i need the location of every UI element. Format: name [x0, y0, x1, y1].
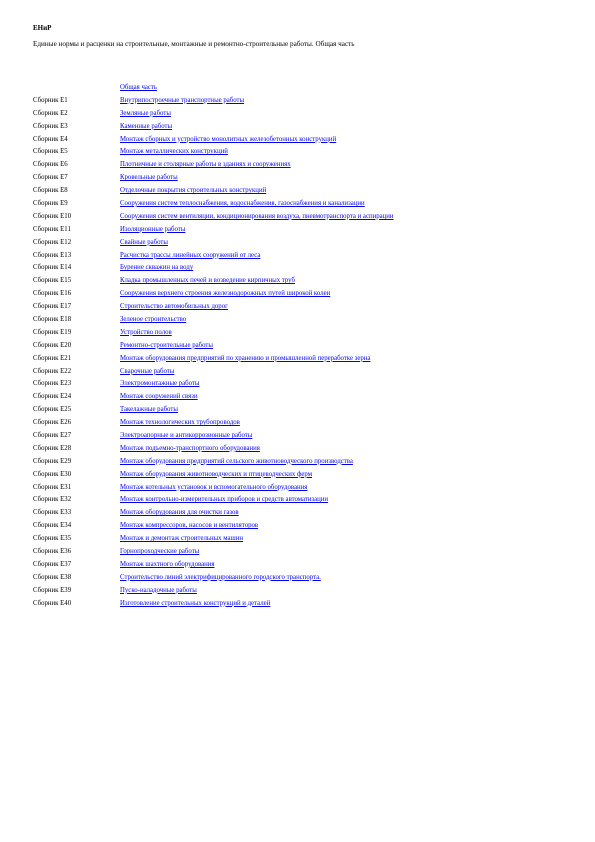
collection-title-link[interactable]: Монтаж шахтного оборудования — [120, 560, 215, 568]
collection-title-link[interactable]: Электромонтажные работы — [120, 380, 200, 388]
collection-title-link[interactable]: Монтаж и демонтаж строительных машин — [120, 535, 244, 543]
toc-row — [33, 416, 573, 429]
table-of-contents — [33, 81, 573, 610]
collection-title-link[interactable]: Устройство полов — [120, 328, 172, 336]
collection-code: Сборник Е2 — [33, 109, 68, 117]
collection-code: Сборник Е3 — [33, 122, 68, 130]
document-heading: Единые нормы и расценки на строительные, монтажные и ремонтно-строительные работы. Общая часть — [33, 40, 355, 48]
toc-row — [33, 468, 573, 481]
collection-code: Сборник Е25 — [33, 406, 72, 414]
collection-code: Сборник Е24 — [33, 393, 72, 401]
document-code: ЕНиР — [33, 24, 52, 32]
collection-title-link[interactable]: Монтаж сооружений связи — [120, 393, 198, 401]
collection-title-link[interactable]: Монтаж металлических конструкций — [120, 148, 228, 156]
toc-row-general — [33, 81, 573, 94]
collection-code: Сборник Е14 — [33, 264, 72, 272]
collection-title-link[interactable]: Строительство автомобильных дорог — [120, 303, 228, 311]
toc-row — [33, 94, 573, 107]
collection-code: Сборник Е19 — [33, 328, 72, 336]
collection-code: Сборник Е33 — [33, 509, 72, 517]
toc-row — [33, 300, 573, 313]
collection-title-link[interactable]: Монтаж оборудования предприятий по хранению и промышленной переработке зерна — [120, 354, 371, 362]
collection-code: Сборник Е37 — [33, 560, 72, 568]
toc-row — [33, 339, 573, 352]
toc-row — [33, 326, 573, 339]
general-part-link[interactable]: Общая часть — [120, 83, 157, 91]
collection-title-link[interactable]: Монтаж оборудования для очистки газов — [120, 509, 239, 517]
collection-code: Сборник Е18 — [33, 315, 72, 323]
collection-code: Сборник Е30 — [33, 470, 72, 478]
collection-title-link[interactable]: Земляные работы — [120, 109, 171, 117]
collection-code: Сборник Е20 — [33, 341, 72, 349]
collection-code: Сборник Е10 — [33, 212, 72, 220]
collection-code: Сборник Е9 — [33, 199, 68, 207]
collection-title-link[interactable]: Сооружения систем теплоснабжения, водоснабжения, газоснабжения и канализации — [120, 199, 365, 207]
collection-title-link[interactable]: Внутрипостроечные транспортные работы — [120, 96, 245, 104]
collection-code: Сборник Е17 — [33, 303, 72, 311]
toc-row — [33, 236, 573, 249]
toc-row — [33, 545, 573, 558]
collection-code: Сборник Е1 — [33, 96, 68, 104]
collection-title-link[interactable]: Такелажные работы — [120, 406, 178, 414]
collection-code: Сборник Е23 — [33, 380, 72, 388]
collection-code: Сборник Е13 — [33, 251, 72, 259]
collection-code: Сборник Е8 — [33, 187, 68, 195]
collection-code: Сборник Е26 — [33, 419, 72, 427]
collection-title-link[interactable]: Монтаж компрессоров, насосов и вентиляторов — [120, 522, 259, 530]
collection-title-link[interactable]: Изоляционные работы — [120, 225, 186, 233]
collection-title-link[interactable]: Бурение скважин на воду — [120, 264, 194, 272]
toc-row — [33, 107, 573, 120]
toc-row — [33, 377, 573, 390]
collection-code: Сборник Е21 — [33, 354, 72, 362]
toc-row — [33, 274, 573, 287]
toc-row — [33, 365, 573, 378]
collection-code: Сборник Е39 — [33, 586, 72, 594]
collection-code: Сборник Е31 — [33, 483, 72, 491]
toc-row — [33, 519, 573, 532]
collection-title-link[interactable]: Монтаж оборудования предприятий сельского животноводческого производства — [120, 457, 353, 465]
toc-row — [33, 506, 573, 519]
toc-row — [33, 158, 573, 171]
toc-row — [33, 210, 573, 223]
collection-code: Сборник Е38 — [33, 573, 72, 581]
collection-title-link[interactable]: Ремонтно-строительные работы — [120, 341, 213, 349]
collection-title-link[interactable]: Монтаж котельных установок и вспомогательного оборудования — [120, 483, 308, 491]
collection-title-link[interactable]: Монтаж подъемно-транспортного оборудования — [120, 444, 260, 452]
collection-title-link[interactable]: Строительство линий электрифицированного городского транспорта. — [120, 573, 321, 581]
collection-code: Сборник Е29 — [33, 457, 72, 465]
collection-title-link[interactable]: Свайные работы — [120, 238, 168, 246]
toc-row — [33, 597, 573, 610]
collection-code: Сборник Е27 — [33, 431, 72, 439]
collection-code: Сборник Е28 — [33, 444, 72, 452]
collection-code: Сборник Е16 — [33, 290, 72, 298]
toc-row — [33, 133, 573, 146]
collection-title-link[interactable]: Сварочные работы — [120, 367, 175, 375]
toc-row — [33, 171, 573, 184]
toc-row — [33, 558, 573, 571]
toc-list — [33, 94, 573, 610]
toc-row — [33, 532, 573, 545]
toc-row — [33, 429, 573, 442]
collection-code: Сборник Е4 — [33, 135, 68, 143]
collection-title-link[interactable]: Пуско-наладочные работы — [120, 586, 197, 594]
collection-code: Сборник Е15 — [33, 277, 72, 285]
collection-title-link[interactable]: Горнопроходческие работы — [120, 548, 200, 555]
collection-code: Сборник Е5 — [33, 148, 68, 156]
collection-title-link[interactable]: Отделочные покрытия строительных конструкций — [120, 187, 267, 195]
collection-code: Сборник Е40 — [33, 599, 72, 607]
toc-row — [33, 481, 573, 494]
collection-title-link[interactable]: Кладка промышленных печей и возведение кирпичных труб — [120, 277, 295, 285]
toc-row — [33, 403, 573, 416]
collection-code: Сборник Е34 — [33, 522, 72, 530]
toc-row — [33, 184, 573, 197]
collection-title-link[interactable]: Монтаж технологических трубопроводов — [120, 419, 240, 427]
collection-code: Сборник Е22 — [33, 367, 72, 375]
collection-title-link[interactable]: Каменные работы — [120, 122, 173, 130]
collection-title-link[interactable]: Сооружения систем вентиляции, кондиционирования воздуха, пневмотранспорта и аспирации — [120, 212, 394, 220]
toc-row — [33, 223, 573, 236]
collection-code: Сборник Е35 — [33, 535, 72, 543]
collection-title-link[interactable]: Монтаж контрольно-измерительных приборов и средств автоматизации — [120, 496, 329, 504]
collection-code: Сборник Е7 — [33, 174, 68, 182]
collection-code: Сборник Е11 — [33, 225, 71, 233]
collection-code: Сборник Е36 — [33, 548, 72, 555]
toc-row — [33, 584, 573, 597]
collection-code: Сборник Е6 — [33, 161, 68, 169]
collection-title-link[interactable]: Расчистка трассы линейных сооружений от леса — [120, 251, 261, 259]
toc-row — [33, 287, 573, 300]
collection-title-link[interactable]: Электроапорные и антикоррозионные работы — [120, 431, 253, 439]
toc-row — [33, 120, 573, 133]
collection-title-link[interactable]: Монтаж оборудования животноводческих и птицеводческих ферм — [120, 470, 313, 478]
toc-row — [33, 352, 573, 365]
collection-title-link[interactable]: Сооружения верхнего строения железнодорожных путей широкой колеи — [120, 290, 331, 298]
collection-title-link[interactable]: Плотничные и столярные работы в зданиях и сооружениях — [120, 161, 291, 169]
toc-row — [33, 145, 573, 158]
collection-title-link[interactable]: Монтаж сборных и устройство монолитных железобетонных конструкций — [120, 135, 337, 143]
collection-title-link[interactable]: Изготовление строительных конструкций и деталей — [120, 599, 271, 607]
toc-row — [33, 571, 573, 584]
toc-row — [33, 261, 573, 274]
toc-row — [33, 197, 573, 210]
toc-row — [33, 249, 573, 262]
collection-code: Сборник Е12 — [33, 238, 72, 246]
toc-row — [33, 390, 573, 403]
toc-row — [33, 455, 573, 468]
collection-title-link[interactable]: Кровельные работы — [120, 174, 178, 182]
collection-title-link[interactable]: Зеленое строительство — [120, 315, 187, 323]
toc-row — [33, 442, 573, 455]
toc-row — [33, 313, 573, 326]
collection-code: Сборник Е32 — [33, 496, 72, 504]
toc-row — [33, 494, 573, 507]
